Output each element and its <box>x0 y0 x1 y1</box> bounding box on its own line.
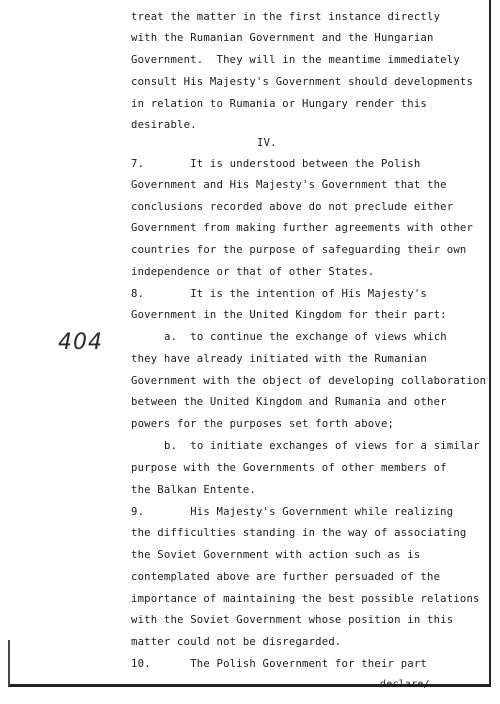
text-line: between the United Kingdom and Rumania and other <box>131 396 447 408</box>
text-line: matter could not be disregarded. <box>131 636 342 648</box>
text-line: purpose with the Governments of other members of <box>131 462 447 474</box>
text-line: contemplated above are further persuaded of the <box>131 571 441 583</box>
margin-page-number: 404 <box>58 330 103 355</box>
section-heading: IV. <box>257 137 277 149</box>
text-line: treat the matter in the first instance directly <box>131 11 441 23</box>
text-line: with the Soviet Government whose position in this <box>131 614 454 626</box>
text-line: consult His Majesty's Government should developments <box>131 76 474 88</box>
list-item-a: a. to continue the exchange of views which <box>164 331 447 343</box>
text-line: the Balkan Entente. <box>131 484 256 496</box>
paragraph-8-start: 8. It is the intention of His Majesty's <box>131 288 428 300</box>
paragraph-9-start: 9. His Majesty's Government while realizing <box>131 506 454 518</box>
text-line: the Soviet Government with action such as is <box>131 549 421 561</box>
paragraph-10-start: 10. The Polish Government for their part <box>131 658 428 670</box>
paragraph-7-start: 7. It is understood between the Polish <box>131 158 421 170</box>
page-edge-left <box>8 640 10 686</box>
text-line: with the Rumanian Government and the Hungarian <box>131 32 434 44</box>
text-line: desirable. <box>131 119 197 131</box>
list-item-b: b. to initiate exchanges of views for a similar <box>164 440 480 452</box>
text-line: powers for the purposes set forth above; <box>131 418 395 430</box>
text-line: Government with the object of developing collaboration <box>131 375 487 387</box>
text-line: in relation to Rumania or Hungary render this <box>131 98 428 110</box>
text-line: conclusions recorded above do not preclude either <box>131 201 454 213</box>
page-edge-right <box>489 0 491 686</box>
text-line: Government in the United Kingdom for their part: <box>131 309 447 321</box>
text-line: they have already initiated with the Rumanian <box>131 353 428 365</box>
text-line: independence or that of other States. <box>131 266 375 278</box>
text-line: countries for the purpose of safeguarding their own <box>131 244 467 256</box>
text-line: Government from making further agreements with other <box>131 222 474 234</box>
text-line: Government. They will in the meantime immediately <box>131 54 460 66</box>
text-line: importance of maintaining the best possible relations <box>131 593 480 605</box>
catchword: declare/ <box>380 679 430 690</box>
text-line: the difficulties standing in the way of associating <box>131 527 467 539</box>
text-line: Government and His Majesty's Government that the <box>131 179 447 191</box>
